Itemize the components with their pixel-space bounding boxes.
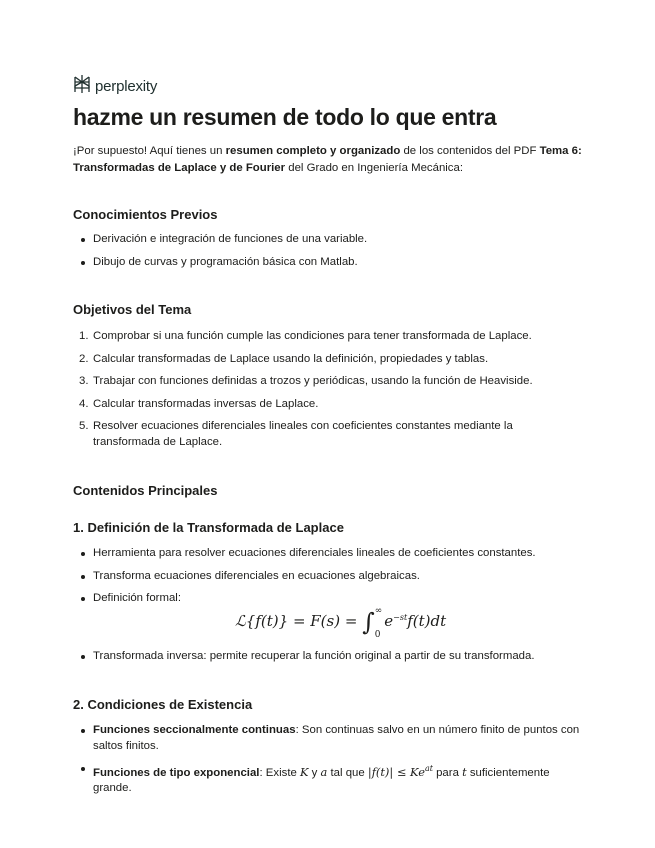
brand-header: [73, 74, 157, 99]
perplexity-logo-icon: [73, 74, 91, 99]
list-item: Transforma ecuaciones diferenciales en ecuaciones algebraicas.: [73, 569, 588, 585]
intro-paragraph: ¡Por supuesto! Aquí tienes un resumen completo y organizado de los contenidos del PDF Tema 6: Transformadas de Laplace y de Fourier del Grado en Ingeniería Mecánica:: [73, 145, 582, 174]
previos-list: [73, 232, 588, 270]
list-item: 4. Calcular transformadas inversas de Laplace.: [79, 397, 319, 410]
condiciones-list: [73, 723, 588, 797]
list-item: Funciones seccionalmente continuas: Son continuas salvo en un número finito de puntos con saltos finitos.: [73, 723, 583, 754]
list-item: 5. Resolver ecuaciones diferenciales lineales con coeficientes constantes mediante la transformada de Laplace.: [79, 420, 513, 448]
definicion-list: [73, 546, 588, 607]
objetivos-list: [73, 329, 588, 450]
section-heading-condiciones: 2. Condiciones de Existencia: [73, 697, 253, 712]
list-item: Derivación e integración de funciones de una variable.: [73, 232, 588, 248]
section-heading-previos: Conocimientos Previos: [73, 207, 218, 222]
list-item: Herramienta para resolver ecuaciones diferenciales lineales de coeficientes constantes.: [73, 546, 588, 562]
definicion-list-continued: [73, 649, 588, 665]
list-item: Funciones de tipo exponencial: Existe K y a tal que $|f(t)| \le Ke^{at}$ para t suficientemente grande.: [73, 761, 583, 797]
section-heading-objetivos: Objetivos del Tema: [73, 302, 192, 317]
page-title: hazme un resumen de todo lo que entra: [73, 104, 497, 130]
section-heading-contenidos: Contenidos Principales: [73, 483, 218, 498]
list-item: 2. Calcular transformadas de Laplace usando la definición, propiedades y tablas.: [79, 352, 489, 365]
list-item: Dibujo de curvas y programación básica con Matlab.: [73, 255, 588, 271]
list-item: 1. Comprobar si una función cumple las condiciones para tener transformada de Laplace.: [79, 330, 532, 342]
integral-sign: ∫ ∞ 0: [362, 606, 383, 640]
brand-name: perplexity: [95, 78, 158, 95]
section-heading-definicion: 1. Definición de la Transformada de Laplace: [73, 520, 344, 535]
list-item: 3. Trabajar con funciones definidas a trozos y periódicas, usando la función de Heaviside.: [79, 375, 533, 387]
list-item: Definición formal:: [73, 591, 588, 607]
laplace-definition-formula: ℒ{f(t)} = F(s) = ∫ ∞ 0 $e^{-st}f(t)dt$: [235, 606, 447, 640]
list-item: Transformada inversa: permite recuperar la función original a partir de su transformada.: [73, 649, 588, 665]
